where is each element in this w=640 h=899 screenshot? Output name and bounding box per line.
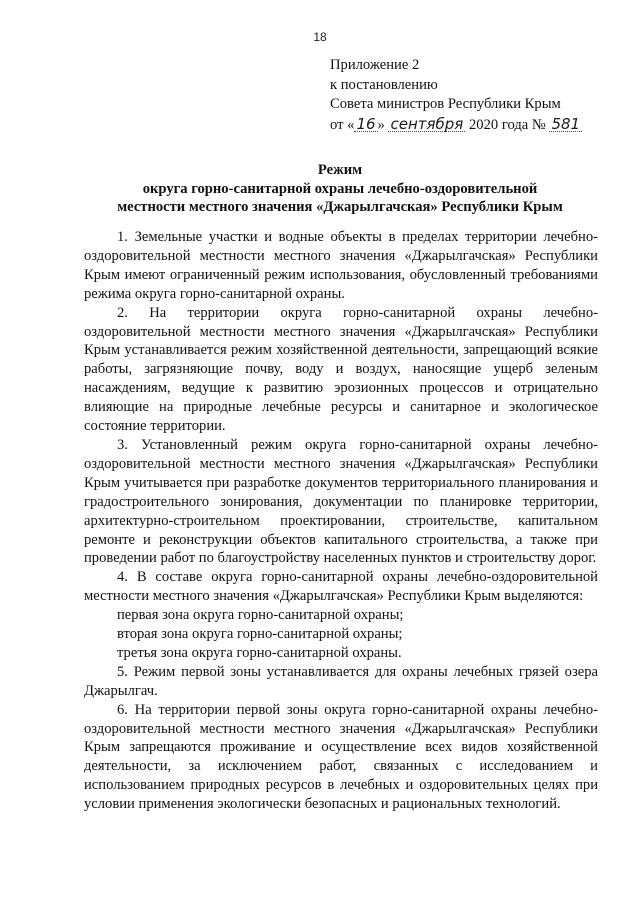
title-line-2: округа горно-санитарной охраны лечебно-оздоровительной <box>142 180 538 197</box>
list-item-3: третья зона округа горно-санитарной охраны. <box>117 644 402 661</box>
title-line-3: местности местного значения «Джарылгачская» Республики Крым <box>117 199 563 215</box>
date-mid: » <box>377 116 385 133</box>
list-item-2: вторая зона округа горно-санитарной охраны; <box>117 626 403 643</box>
paragraph-4: 4. В составе округа горно-санитарной охраны лечебно-оздоровительной местности местного значения «Джарылгачская» Республики Крым выделяются: <box>84 569 598 605</box>
handwritten-month: сентября <box>390 114 464 133</box>
document-title <box>60 161 620 217</box>
document-body <box>84 228 598 814</box>
appendix-line-2: к постановлению <box>330 76 438 93</box>
title-line-1: Режим <box>317 162 363 178</box>
page-number: 18 <box>313 30 327 44</box>
date-year: 2020 года № <box>468 116 546 133</box>
appendix-header <box>330 56 630 135</box>
paragraph-5: 5. Режим первой зоны устанавливается для охраны лечебных грязей озера Джарылгач. <box>84 663 598 699</box>
appendix-date-line <box>330 115 630 136</box>
paragraph-3: 3. Установленный режим округа горно-санитарной охраны лечебно-оздоровительной местности местного значения «Джарылгачская» Республики Крым учитывается при разработке документов территориального планирования и градостроительного зонирования, документации по планировке территории, архитектурно-строительном проектировании, строительстве, капитальном ремонте и реконструкции объектов капитального строительства, а также при проведении работ по благоустройству населенных пунктов и строительству дорог. <box>84 436 598 567</box>
appendix-line-1: Приложение 2 <box>330 57 420 73</box>
handwritten-number: 581 <box>551 114 581 133</box>
date-prefix: от « <box>330 116 355 133</box>
paragraph-1: 1. Земельные участки и водные объекты в пределах территории лечебно-оздоровительной местности местного значения «Джарылгачская» Республики Крым имеют ограниченный режим использования, обусловленный требованиями режима округа горно-санитарной охраны. <box>84 229 598 302</box>
list-item-1: первая зона округа горно-санитарной охраны; <box>117 607 404 624</box>
handwritten-day: 16 <box>356 114 376 133</box>
paragraph-6: 6. На территории первой зоны округа горно-санитарной охраны лечебно-оздоровительной местности местного значения «Джарылгачская» Республики Крым запрещаются проживание и осуществление всех видов хозяйственной деятельности, за исключением работ, связанных с исследованием и использованием природных ресурсов в лечебных и оздоровительных целях при условии применения экологически безопасных и рациональных технологий. <box>84 701 598 813</box>
appendix-line-3: Совета министров Республики Крым <box>330 96 561 112</box>
paragraph-2: 2. На территории округа горно-санитарной охраны лечебно-оздоровительной местности местного значения «Джарылгачская» Республики Крым устанавливается режим хозяйственной деятельности, запрещающий всякие работы, загрязняющие почву, воду и воздух, наносящие ущерб зеленым насаждениям, ведущие к развитию эрозионных процессов и отрицательно влияющие на природные лечебные ресурсы и санитарное и экологическое состояние территории. <box>84 304 598 435</box>
